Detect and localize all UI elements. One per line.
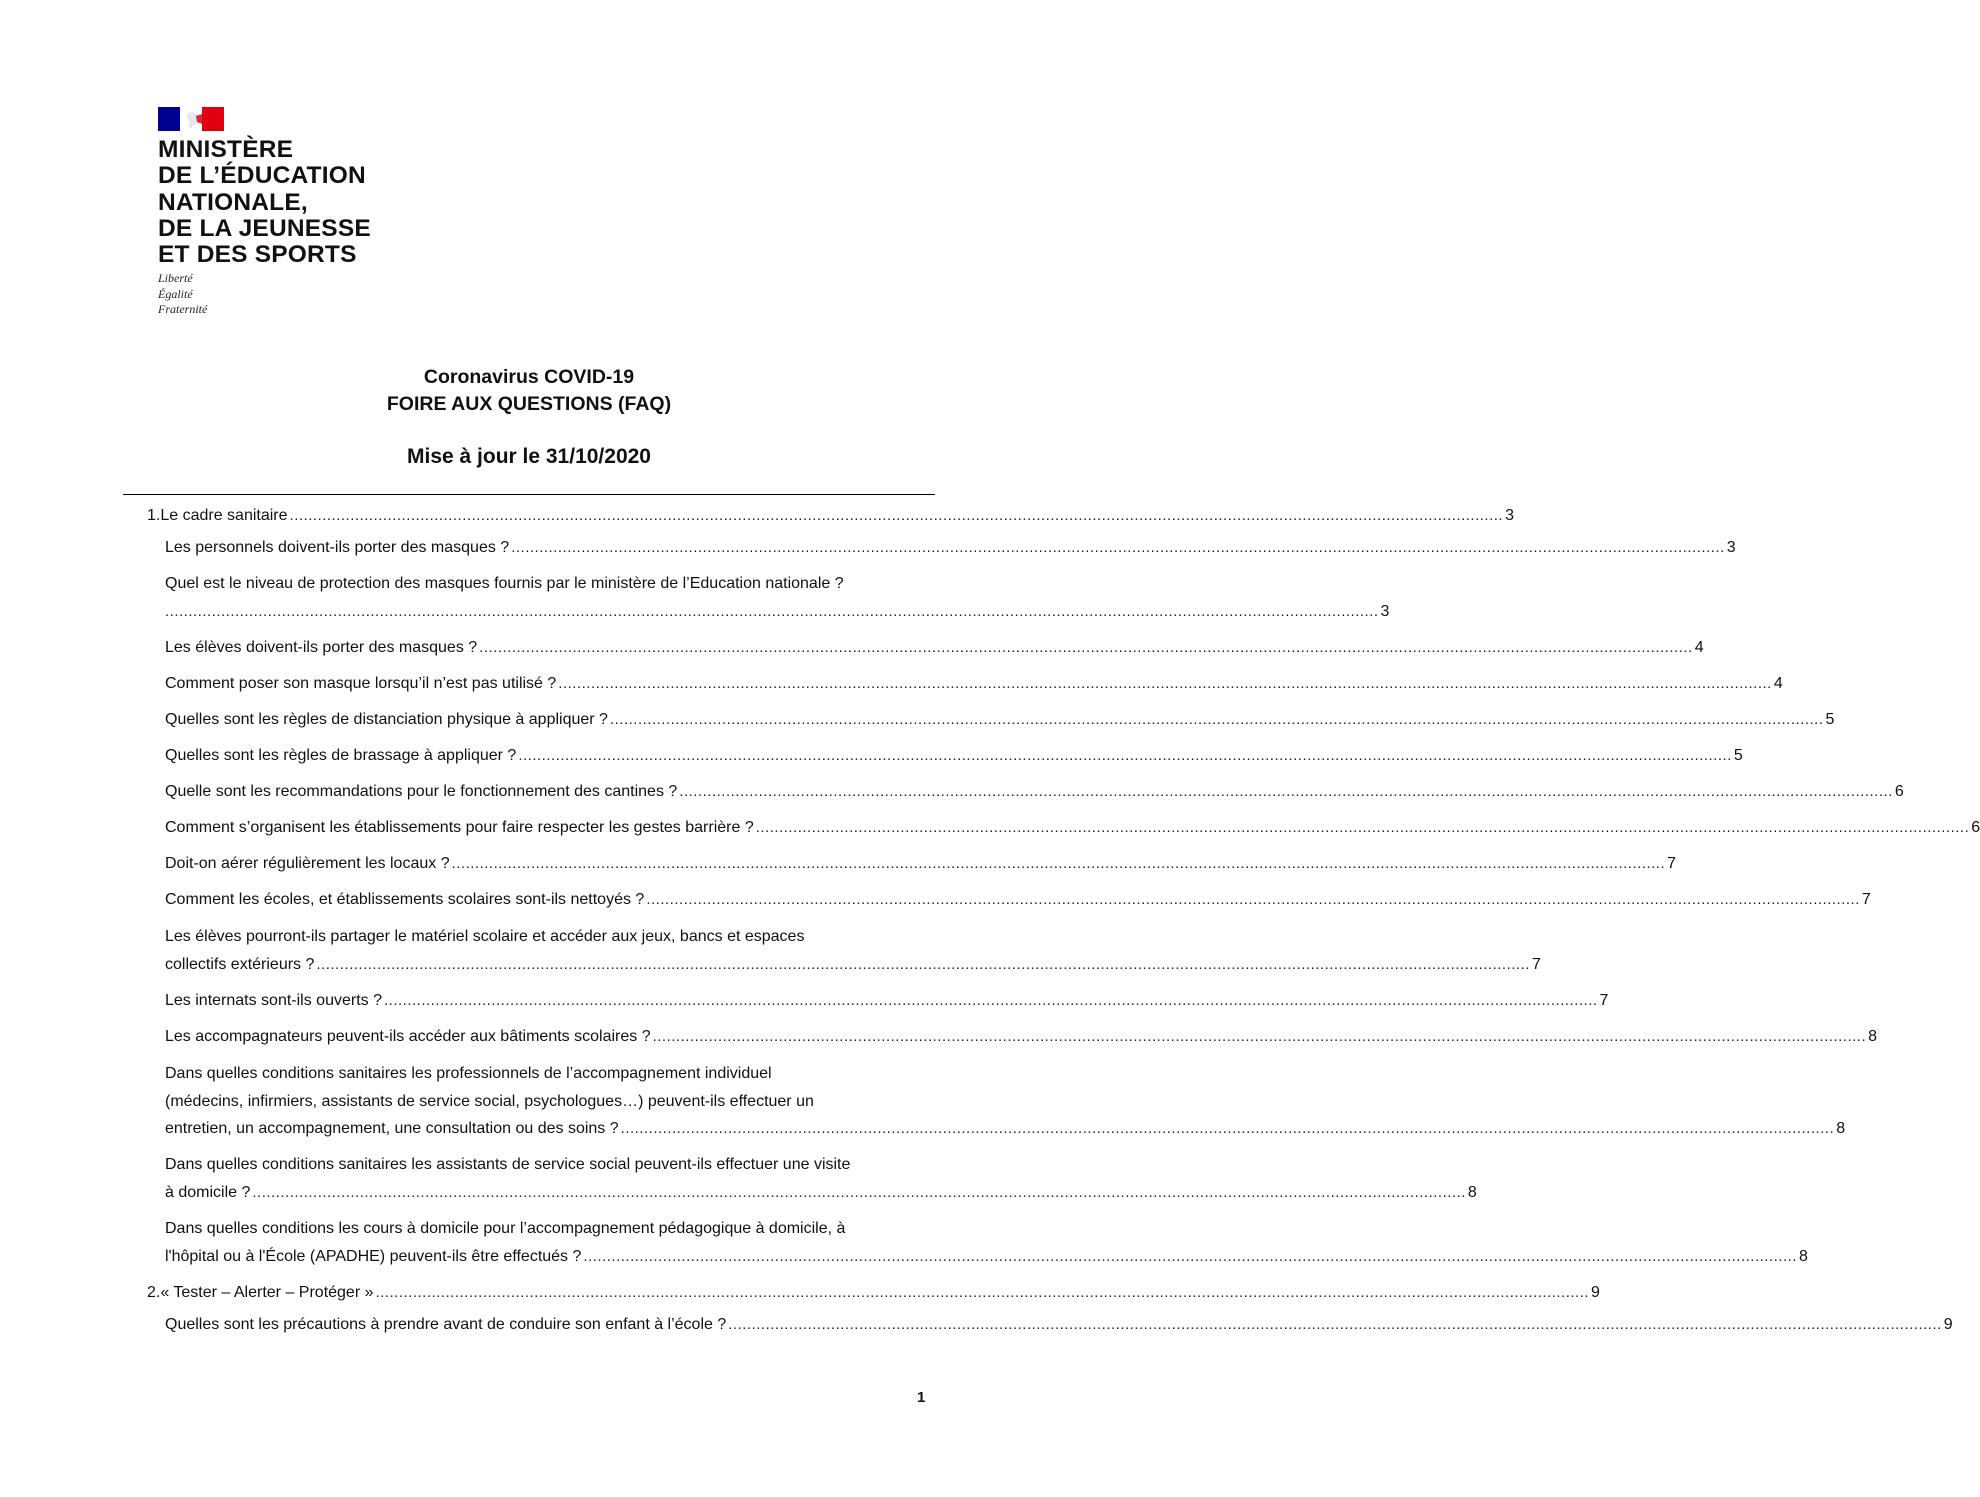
ministry-line: DE LA JEUNESSE (158, 214, 371, 242)
toc-page-number: 5 (1733, 747, 1743, 764)
toc-entry[interactable] (165, 1151, 1477, 1206)
dot-leader: .................................................................................................................................................................................................................................................................... (583, 1247, 1797, 1265)
dot-leader: .................................................................................................................................................................................................................................................................... (728, 1316, 1942, 1333)
toc-entry-text: Comment s’organisent les établissements pour faire respecter les gestes barrière ? (165, 819, 754, 836)
dot-leader: .................................................................................................................................................................................................................................................................... (511, 539, 1725, 556)
toc-entry[interactable] (165, 1311, 1953, 1339)
toc-entry[interactable] (165, 886, 1871, 914)
toc-entry-text: Dans quelles conditions sanitaires les professionnels de l’accompagnement individuel (165, 1065, 772, 1082)
toc-page-number: 8 (1798, 1247, 1808, 1265)
toc-entry-text: Quelle sont les recommandations pour le fonctionnement des cantines ? (165, 783, 678, 800)
title-line-1: Coronavirus COVID-19 (423, 366, 635, 388)
toc-page-number: 3 (1505, 507, 1514, 524)
toc-entry-text: collectifs extérieurs ? (165, 955, 315, 973)
toc-entry-text: l'hôpital ou à l'École (APADHE) peuvent-ils être effectués ? (165, 1247, 582, 1265)
toc-entry[interactable] (165, 634, 1704, 662)
toc-section-2[interactable] (147, 1279, 1600, 1307)
toc-entry[interactable] (165, 706, 1835, 734)
toc-page-number: 4 (1773, 675, 1783, 692)
dot-leader: .................................................................................................................................................................................................................................................................... (620, 1120, 1835, 1137)
dot-leader: .................................................................................................................................................................................................................................................................... (646, 891, 1860, 908)
dot-leader: .................................................................................................................................................................................................................................................................... (479, 639, 1693, 656)
toc-page-number: 5 (1825, 711, 1835, 728)
toc-entry-text: Quelles sont les précautions à prendre avant de conduire son enfant à l’école ? (165, 1316, 727, 1333)
toc-entry-text: entretien, un accompagnement, une consultation ou des soins ? (165, 1120, 619, 1137)
toc-page-number: 3 (1380, 602, 1390, 620)
toc-entry[interactable] (165, 742, 1743, 770)
toc-entry[interactable] (165, 814, 1980, 842)
toc-page-number: 8 (1868, 1028, 1878, 1045)
toc-entry-text: Les personnels doivent-ils porter des masques ? (165, 539, 510, 556)
toc-entry[interactable] (165, 850, 1677, 878)
toc-entry[interactable] (165, 987, 1609, 1015)
dot-leader: .................................................................................................................................................................................................................................................................... (558, 675, 1772, 692)
toc-entry-text: Quel est le niveau de protection des masques fournis par le ministère de l’Education nationale ? (165, 575, 844, 592)
toc-page-number: 6 (1971, 819, 1980, 836)
ministry-line: MINISTÈRE (158, 136, 294, 163)
motto-line: Fraternité (158, 302, 208, 316)
toc-page-number: 4 (1694, 639, 1704, 656)
toc-entry[interactable] (165, 1060, 1846, 1143)
toc-entry-text: (médecins, infirmiers, assistants de service social, psychologues…) peuvent-ils effectuer un (165, 1092, 814, 1110)
toc-page-number: 8 (1836, 1120, 1846, 1137)
toc-entry-text: Les accompagnateurs peuvent-ils accéder aux bâtiments scolaires ? (165, 1028, 651, 1045)
toc-entry[interactable] (165, 534, 1736, 562)
toc-page-number: 8 (1467, 1183, 1477, 1201)
toc-page-number: 9 (1943, 1316, 1953, 1333)
dot-leader: .................................................................................................................................................................................................................................................................... (609, 711, 1824, 728)
motto-line: Égalité (158, 286, 193, 301)
update-date: Mise à jour le 31/10/2020 (407, 445, 651, 468)
toc-page-number: 9 (1591, 1284, 1600, 1301)
page-number: 1 (917, 1389, 926, 1406)
toc-entry-text: Les élèves pourront-ils partager le matériel scolaire et accéder aux jeux, bancs et espaces (165, 928, 805, 945)
toc-entry-text: à domicile ? (165, 1183, 251, 1201)
section-number: 2. (147, 1284, 161, 1301)
toc-entry-text: Quelles sont les règles de brassage à appliquer ? (165, 747, 517, 764)
toc-entry-text: Le cadre sanitaire (160, 507, 288, 524)
toc-entry-text: Dans quelles conditions sanitaires les assistants de service social peuvent-ils effectuer une visite (165, 1156, 851, 1173)
toc-entry-text: Quelles sont les règles de distanciation physique à appliquer ? (165, 711, 608, 728)
toc-entry[interactable] (165, 923, 1541, 978)
dot-leader: .................................................................................................................................................................................................................................................................... (252, 1183, 1466, 1201)
dot-leader: .................................................................................................................................................................................................................................................................... (165, 602, 1379, 620)
dot-leader: .................................................................................................................................................................................................................................................................... (518, 747, 1732, 764)
ministry-line: NATIONALE, (158, 188, 308, 216)
toc-entry[interactable] (165, 570, 1390, 625)
toc-page-number: 6 (1894, 783, 1904, 800)
dot-leader: .................................................................................................................................................................................................................................................................... (652, 1028, 1867, 1045)
toc-entry[interactable] (165, 778, 1904, 806)
dot-leader: .................................................................................................................................................................................................................................................................... (316, 955, 1530, 973)
dot-leader: .................................................................................................................................................................................................................................................................... (289, 507, 1504, 524)
toc-entry-text: Les élèves doivent-ils porter des masques ? (165, 639, 478, 656)
toc-entry[interactable] (165, 1023, 1878, 1051)
toc-page-number: 7 (1599, 992, 1609, 1009)
ministry-line: DE L’ÉDUCATION (158, 162, 366, 190)
toc-page-number: 7 (1531, 955, 1541, 973)
toc-entry[interactable] (165, 670, 1783, 698)
toc-section-1[interactable] (147, 502, 1514, 530)
toc-entry-text: Comment les écoles, et établissements scolaires sont-ils nettoyés ? (165, 891, 645, 908)
dot-leader: .................................................................................................................................................................................................................................................................... (384, 992, 1598, 1009)
dot-leader: .................................................................................................................................................................................................................................................................... (679, 783, 1893, 800)
ministry-line: ET DES SPORTS (158, 241, 357, 269)
toc-entry-text: « Tester – Alerter – Protéger » (160, 1284, 374, 1301)
toc-entry-text: Doit-on aérer régulièrement les locaux ? (165, 855, 450, 872)
toc-page-number: 7 (1861, 891, 1871, 908)
toc-entry-text: Comment poser son masque lorsqu’il n’est pas utilisé ? (165, 675, 557, 692)
section-number: 1. (147, 507, 161, 524)
dot-leader: .................................................................................................................................................................................................................................................................... (375, 1284, 1590, 1301)
toc-entry-text: Dans quelles conditions les cours à domicile pour l’accompagnement pédagogique à domicile, à (165, 1220, 846, 1237)
motto-line: Liberté (158, 271, 193, 285)
toc-entry-text: Les internats sont-ils ouverts ? (165, 992, 382, 1009)
dot-leader: .................................................................................................................................................................................................................................................................... (451, 855, 1666, 872)
toc-entry[interactable] (165, 1215, 1808, 1270)
toc-page-number: 7 (1667, 855, 1677, 872)
title-line-2: FOIRE AUX QUESTIONS (FAQ) (386, 393, 672, 415)
dot-leader: .................................................................................................................................................................................................................................................................... (755, 819, 1970, 836)
toc-page-number: 3 (1726, 539, 1736, 556)
